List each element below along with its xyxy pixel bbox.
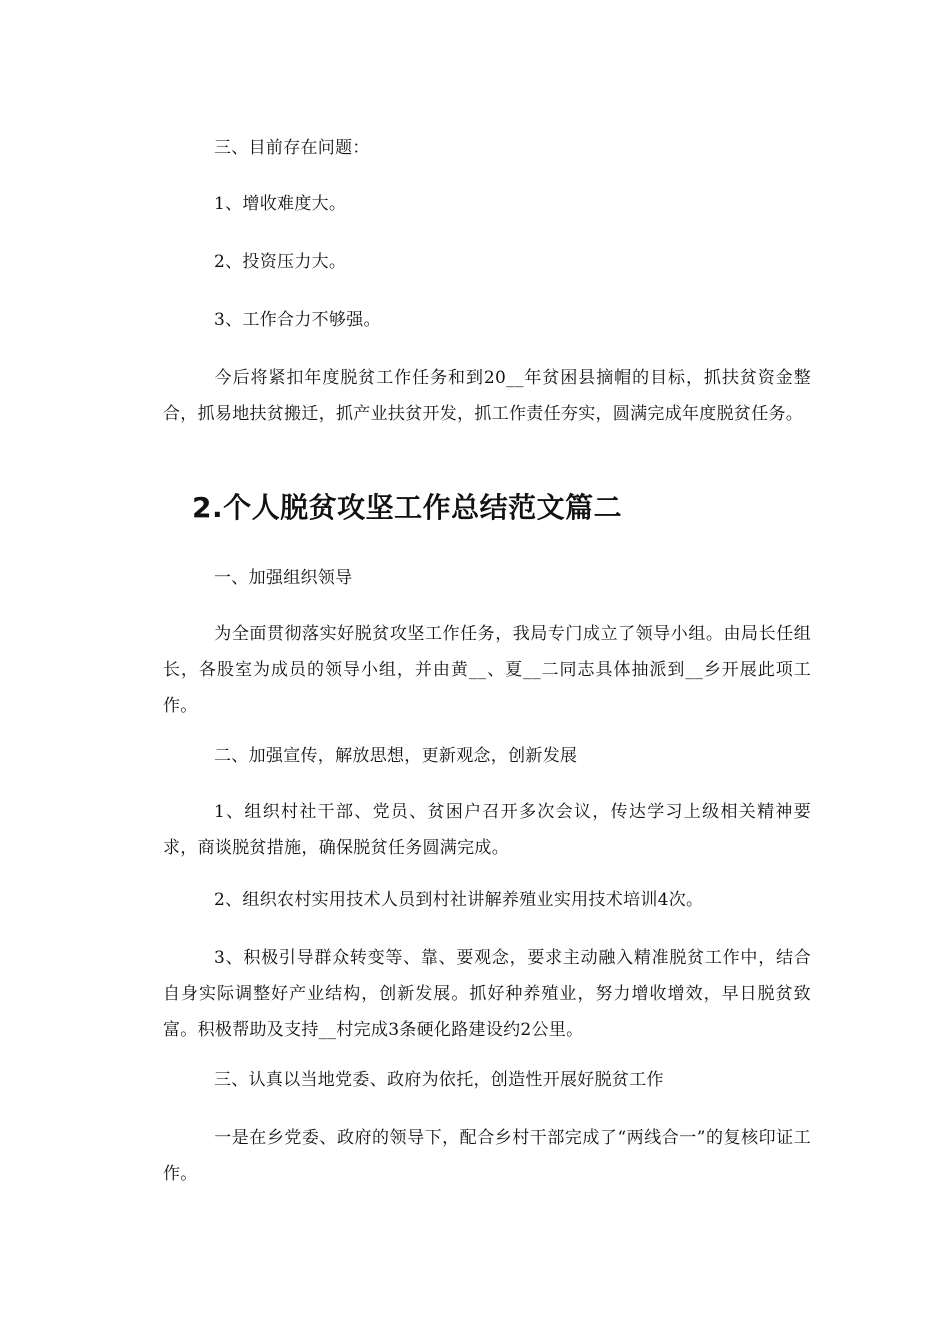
section-title-problems: 三、目前存在问题： — [214, 138, 370, 158]
problem-item: 2、投资压力大。 — [214, 252, 347, 272]
problem-item: 1、增收难度大。 — [214, 194, 347, 214]
section-title-publicity: 二、加强宣传，解放思想，更新观念，创新发展 — [214, 746, 578, 766]
section-title-party: 三、认真以当地党委、政府为依托，创造性开展好脱贫工作 — [214, 1070, 664, 1090]
organization-paragraph: 为全面贯彻落实好脱贫攻坚工作任务，我局专门成立了领导小组。由局长任组长，各股室为成员的领导小组，并由黄__、夏__二同志具体抽派到__乡开展此项工作。 — [163, 624, 811, 716]
section-title-organization: 一、加强组织领导 — [214, 568, 353, 588]
publicity-item: 3、积极引导群众转变等、靠、要观念，要求主动融入精准脱贫工作中，结合自身实际调整好产业结构，创新发展。抓好种养殖业，努力增收增效，早日脱贫致富。积极帮助及支持__村完成3条硬化路建设约2公里。 — [163, 948, 811, 1040]
publicity-item: 1、组织村社干部、党员、贫困户召开多次会议，传达学习上级相关精神要求，商谈脱贫措施，确保脱贫任务圆满完成。 — [163, 802, 811, 858]
party-paragraph: 一是在乡党委、政府的领导下，配合乡村干部完成了“两线合一”的复核印证工作。 — [163, 1128, 811, 1184]
plan-paragraph: 今后将紧扣年度脱贫工作任务和到20__年贫困县摘帽的目标，抓扶贫资金整合，抓易地扶贫搬迁，抓产业扶贫开发，抓工作责任夯实，圆满完成年度脱贫任务。 — [163, 368, 811, 424]
article-heading: 2.个人脱贫攻坚工作总结范文篇二 — [192, 491, 623, 524]
problem-item: 3、工作合力不够强。 — [214, 310, 381, 330]
publicity-item: 2、组织农村实用技术人员到村社讲解养殖业实用技术培训4次。 — [214, 890, 704, 910]
